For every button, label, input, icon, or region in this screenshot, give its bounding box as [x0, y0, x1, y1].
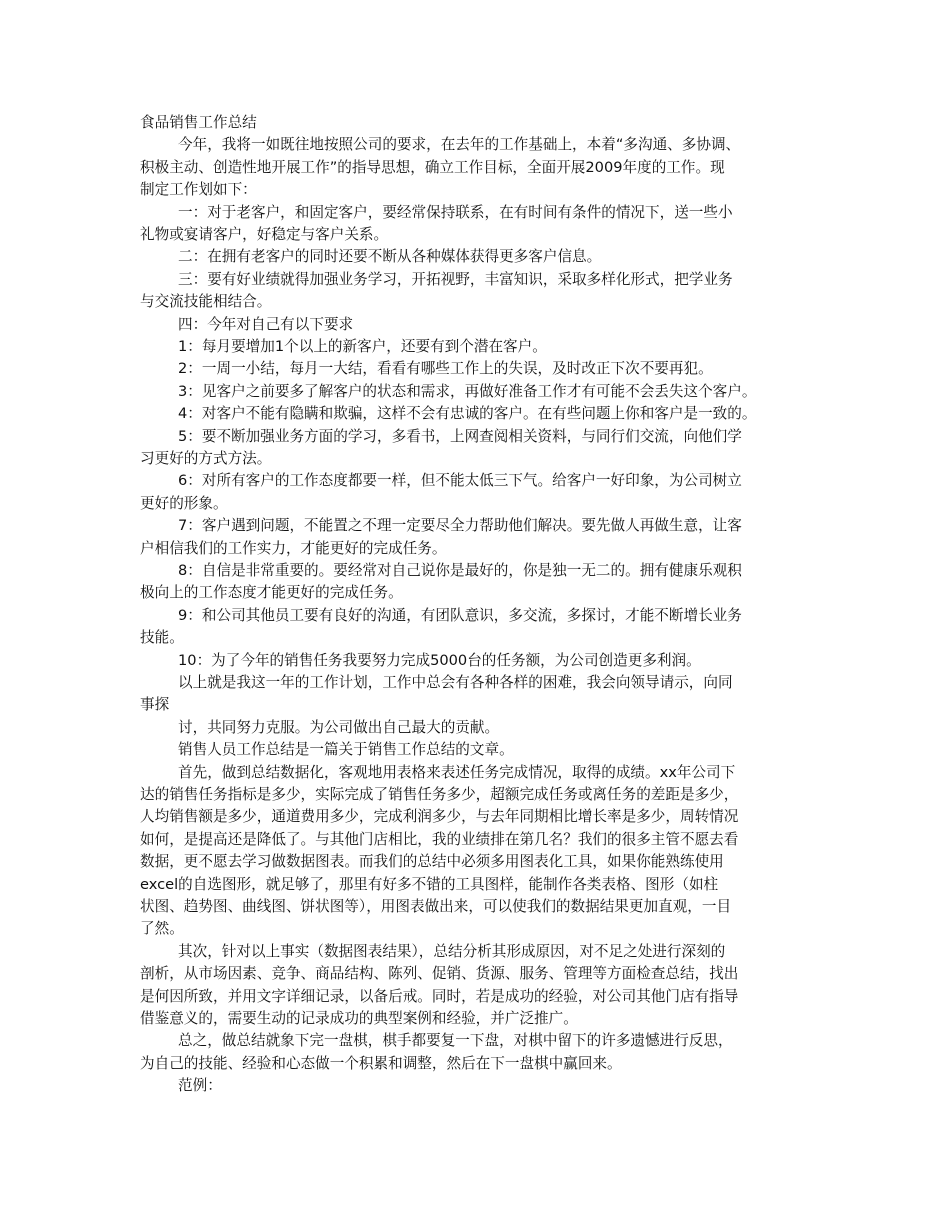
paragraph-line: 剖析，从市场因素、竞争、商品结构、陈列、促销、货源、服务、管理等方面检查总结，找出	[140, 965, 739, 982]
list-item-line: 4：对客户不能有隐瞒和欺骗，这样不会有忠诚的客户。在有些问题上你和客户是一致的。	[178, 405, 757, 422]
list-item-line: 8：自信是非常重要的。要经常对自己说你是最好的，你是独一无二的。拥有健康乐观积	[178, 562, 742, 579]
list-item-line: 更好的形象。	[140, 495, 228, 512]
paragraph-line: 四：今年对自己有以下要求	[178, 316, 354, 333]
list-item-line: 5：要不断加强业务方面的学习，多看书，上网查阅相关资料，与同行们交流，向他们学	[178, 428, 742, 445]
paragraph-line: 了然。	[140, 920, 184, 937]
paragraph-line: 今年，我将一如既往地按照公司的要求，在去年的工作基础上，本着“多沟通、多协调、	[178, 136, 741, 153]
paragraph-line: 状图、趋势图、曲线图、饼状图等），用图表做出来，可以使我们的数据结果更加直观，一目	[140, 898, 732, 915]
paragraph-line: 数据，更不愿去学习做数据图表。而我们的总结中必须多用图表化工具，如果你能熟练使用	[140, 853, 724, 870]
paragraph-line: 总之，做总结就象下完一盘棋，棋手都要复一下盘，对棋中留下的许多遗憾进行反思，	[178, 1032, 733, 1049]
paragraph-line: 范例：	[178, 1077, 222, 1094]
paragraph-line: 达的销售任务指标是多少，实际完成了销售任务多少，超额完成任务或离任务的差距是多少，	[140, 786, 739, 803]
list-item-line: 6：对所有客户的工作态度都要一样，但不能太低三下气。给客户一好印象，为公司树立	[178, 472, 742, 489]
paragraph-line: 三：要有好业绩就得加强业务学习，开拓视野，丰富知识，采取多样化形式，把学业务	[178, 271, 733, 288]
paragraph-line: 销售人员工作总结是一篇关于销售工作总结的文章。	[178, 741, 514, 758]
paragraph-line: 一：对于老客户，和固定客户，要经常保持联系，在有时间有条件的情况下，送一些小	[178, 204, 733, 221]
paragraph-line: 讨，共同努力克服。为公司做出自己最大的贡献。	[178, 719, 500, 736]
paragraph-line: 与交流技能相结合。	[140, 293, 272, 310]
paragraph-line: 二：在拥有老客户的同时还要不断从各种媒体获得更多客户信息。	[178, 248, 602, 265]
list-item-line: 1：每月要增加1个以上的新客户，还要有到个潜在客户。	[178, 338, 547, 355]
list-item-line: 户相信我们的工作实力，才能更好的完成任务。	[140, 540, 447, 557]
paragraph-line: 积极主动、创造性地开展工作”的指导思想，确立工作目标，全面开展2009年度的工作。现	[140, 159, 725, 176]
paragraph-line: 借鉴意义的，需要生动的记录成功的典型案例和经验，并广泛推广。	[140, 1010, 578, 1027]
paragraph-line: 其次，针对以上事实（数据图表结果），总结分析其形成原因，对不足之处进行深刻的	[178, 943, 726, 960]
list-item-line: 习更好的方式方法。	[140, 450, 272, 467]
list-item-line: 技能。	[140, 629, 184, 646]
list-item-line: 2：一周一小结，每月一大结，看看有哪些工作上的失误，及时改正下次不要再犯。	[178, 360, 713, 377]
list-item-line: 极向上的工作态度才能更好的完成任务。	[140, 584, 403, 601]
paragraph-line: excel的自选图形，就足够了，那里有好多不错的工具图样，能制作各类表格、图形（如柱	[140, 876, 719, 893]
document-title: 食品销售工作总结	[140, 114, 257, 131]
list-item-line: 7：客户遇到问题，不能置之不理一定要尽全力帮助他们解决。要先做人再做生意，让客	[178, 517, 742, 534]
paragraph-line: 以上就是我这一年的工作计划，工作中总会有各种各样的困难，我会向领导请示，向同	[178, 674, 733, 691]
paragraph-line: 是何因所致，并用文字详细记录，以备后戒。同时，若是成功的经验，对公司其他门店有指导	[140, 988, 739, 1005]
paragraph-line: 礼物或宴请客户，好稳定与客户关系。	[140, 226, 389, 243]
list-item-line: 9：和公司其他员工要有良好的沟通，有团队意识，多交流，多探讨，才能不断增长业务	[178, 607, 742, 624]
list-item-line: 10：为了今年的销售任务我要努力完成5000台的任务额，为公司创造更多利润。	[178, 652, 701, 669]
list-item-line: 3：见客户之前要多了解客户的状态和需求，再做好准备工作才有可能不会丢失这个客户。	[178, 383, 757, 400]
paragraph-line: 事探	[140, 696, 170, 713]
paragraph-line: 制定工作划如下：	[140, 181, 257, 198]
paragraph-line: 首先，做到总结数据化，客观地用表格来表述任务完成情况，取得的成绩。xx年公司下	[178, 764, 736, 781]
paragraph-line: 人均销售额是多少，通道费用多少，完成利润多少，与去年同期相比增长率是多少，周转情况	[140, 808, 739, 825]
paragraph-line: 为自己的技能、经验和心态做一个积累和调整，然后在下一盘棋中赢回来。	[140, 1055, 622, 1072]
paragraph-line: 如何，是提高还是降低了。与其他门店相比，我的业绩排在第几名？我们的很多主管不愿去看	[140, 831, 739, 848]
